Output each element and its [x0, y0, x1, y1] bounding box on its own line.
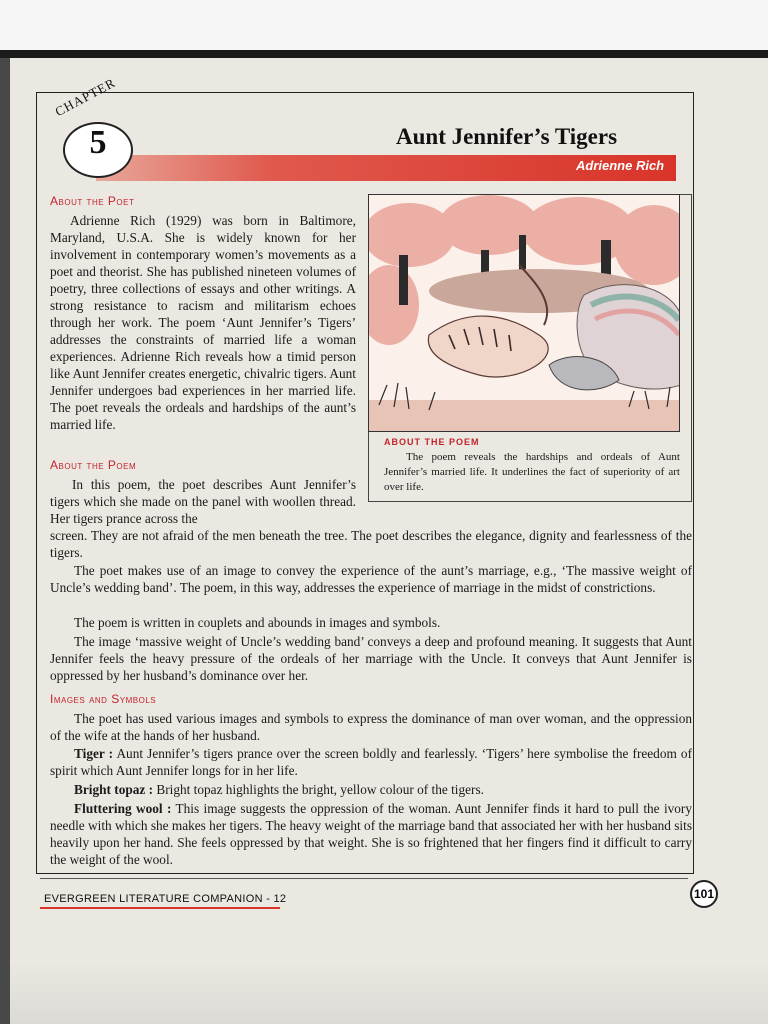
- tiger-illustration: [368, 194, 680, 432]
- footer-divider: [40, 878, 688, 879]
- footer-red-underline: [40, 907, 280, 909]
- about-poem-paragraph-4: The image ‘massive weight of Uncle’s wedding band’ conveys a deep and profound meaning. It suggests that Aunt Jennifer feels the heavy pressure of the ordeals of her marriage with the Uncle. It conveys that Aunt Jennifer is oppressed by her husband’s dominance over her.: [50, 634, 692, 683]
- about-poem-text-wide: screen. They are not afraid of the men beneath the tree. The poet describes the elegance, dignity and fearlessness of the tigers.: [50, 528, 692, 560]
- tiger-entry: [50, 745, 692, 779]
- about-poem-text-narrow: In this poem, the poet describes Aunt Jennifer’s tigers which she made on the panel with woollen thread. Her tigers prance across the: [50, 477, 356, 526]
- chapter-number: 5: [89, 124, 107, 161]
- footer-book-title: EVERGREEN LITERATURE COMPANION - 12: [44, 893, 287, 905]
- about-poet-heading: About the Poet: [50, 194, 135, 208]
- poet-name: Adrienne Rich: [576, 158, 665, 173]
- page-number: 101: [690, 880, 718, 908]
- wool-term: Fluttering wool :: [74, 801, 172, 816]
- tiger-term: Tiger :: [74, 746, 114, 761]
- caption-text: The poem reveals the hardships and ordeals of Aunt Jennifer’s married life. It underlines the fact of superiority of art over life.: [384, 451, 680, 493]
- topaz-description: Bright topaz highlights the bright, yellow colour of the tigers.: [153, 782, 484, 797]
- scan-edge-line: [0, 50, 768, 58]
- about-poem-heading: About the Poem: [50, 458, 137, 472]
- about-poem-paragraph-3: The poem is written in couplets and abounds in images and symbols.: [74, 615, 441, 630]
- wool-entry: [50, 800, 692, 868]
- jungle-tiger-drawing: [369, 195, 680, 432]
- tiger-description: Aunt Jennifer’s tigers prance over the screen boldly and fearlessly. ‘Tigers’ here symbolise the freedom of spirit which Aunt Jennifer longs for in her life.: [50, 746, 692, 778]
- scan-left-edge: [0, 58, 10, 1024]
- about-poem-paragraph-2: The poet makes use of an image to convey the experience of the aunt’s marriage, e.g., ‘The massive weight of Uncle’s wedding band’. The poem, in this way, addresses the experience of marriage in the midst of constrictions.: [50, 563, 692, 595]
- topaz-entry: [50, 781, 692, 798]
- images-symbols-intro: The poet has used various images and symbols to express the dominance of man over woman, and the oppression of the wife at the hands of her husband.: [50, 711, 692, 743]
- chapter-label: CHAPTER: [52, 74, 119, 120]
- scan-top-margin: [0, 0, 768, 52]
- page-bottom-shade: [10, 960, 768, 1024]
- wool-description: This image suggests the oppression of the woman. Aunt Jennifer finds it hard to pull the ivory needle with which she makes her tigers. The heavy weight of the marriage band that associated her with her husband sits heavily upon her hand. She feels oppressed by that weight. She is so frightened that her fingers find it difficult to carry the weight of the wool.: [50, 801, 693, 867]
- about-poet-text: Adrienne Rich (1929) was born in Baltimore, Maryland, U.S.A. She is widely known for her involvement in contemporary women’s movements as a poet and theorist. She has published nineteen volumes of poetry, three collections of essays and other writings. A strong resistance to racism and militarism echoes through her work. The poem ‘Aunt Jennifer’s Tigers’ addresses the constraints of married life a woman experiences. Adrienne Rich reveals how a timid person like Aunt Jennifer creates energetic, chivalric tigers. Aunt Jennifer undergoes bad experiences in her married life. The poet reveals the ordeals and hardships of the aunt’s married life.: [50, 213, 356, 432]
- images-symbols-heading: Images and Symbols: [50, 692, 157, 706]
- caption-heading: ABOUT THE POEM: [384, 437, 480, 447]
- topaz-term: Bright topaz :: [74, 782, 154, 797]
- chapter-title: Aunt Jennifer’s Tigers: [396, 124, 618, 149]
